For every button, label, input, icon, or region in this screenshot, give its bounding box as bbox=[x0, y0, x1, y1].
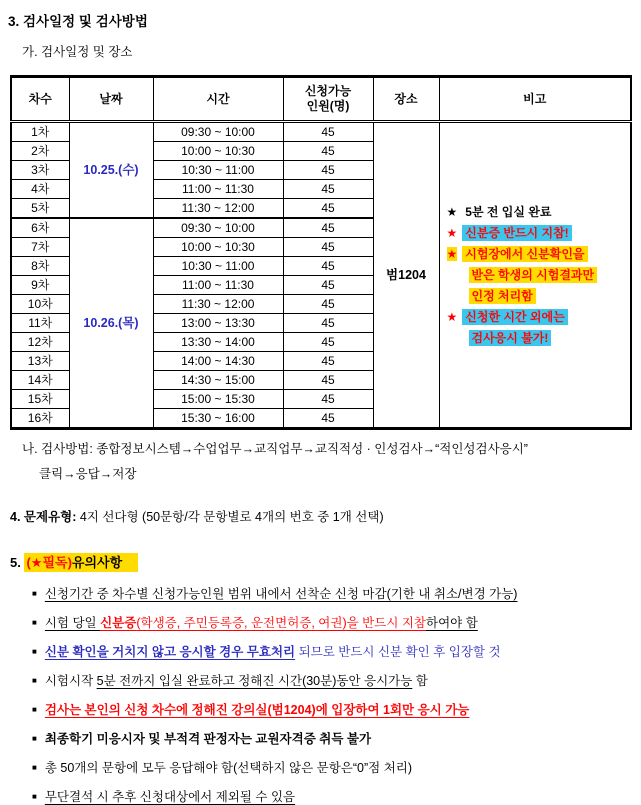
header-date: 날짜 bbox=[69, 77, 153, 122]
notice-text: 되므로 반드시 신분 확인 후 입장할 것 bbox=[295, 645, 501, 659]
round-cell: 12차 bbox=[11, 333, 69, 352]
notice-text: 신분 확인을 거치지 않고 응시할 경우 무효처리 bbox=[44, 645, 296, 659]
note-cell bbox=[439, 122, 631, 429]
capacity-cell: 45 bbox=[283, 180, 373, 199]
note-line bbox=[469, 265, 629, 286]
time-cell: 13:30 ~ 14:00 bbox=[153, 333, 283, 352]
section5-badge-black: 유의사항 bbox=[71, 555, 123, 570]
notice-item bbox=[32, 673, 641, 689]
notice-text: 함 bbox=[412, 674, 428, 688]
round-cell: 9차 bbox=[11, 276, 69, 295]
schedule-table bbox=[10, 75, 632, 430]
note-text: 검사응시 불가! bbox=[469, 330, 552, 346]
star-icon: ★ bbox=[446, 309, 458, 324]
capacity-cell: 45 bbox=[283, 295, 373, 314]
notice-text: 검사는 본인의 신청 차수에 정해진 강의실(범1204)에 입장하여 1회만 응시 가능 bbox=[44, 703, 470, 717]
note-line bbox=[447, 223, 629, 244]
bullet-square-icon: ■ bbox=[32, 676, 37, 685]
star-icon: ★ bbox=[446, 204, 458, 219]
time-cell: 11:30 ~ 12:00 bbox=[153, 295, 283, 314]
bullet-square-icon: ■ bbox=[32, 705, 37, 714]
capacity-cell: 45 bbox=[283, 314, 373, 333]
capacity-cell: 45 bbox=[283, 333, 373, 352]
section5-number: 5. bbox=[10, 555, 25, 570]
header-capacity-line1: 신청가능 bbox=[304, 84, 352, 98]
date-cell: 10.25.(수) bbox=[69, 122, 153, 219]
section5-highlight bbox=[24, 553, 138, 572]
header-place: 장소 bbox=[373, 77, 439, 122]
header-capacity bbox=[283, 77, 373, 122]
notice-item bbox=[32, 615, 641, 631]
capacity-cell: 45 bbox=[283, 390, 373, 409]
note-text: 인정 처리함 bbox=[469, 288, 536, 304]
section5-title bbox=[10, 552, 641, 571]
notice-text: 5분 전까지 입실 완료하고 정해진 시간(30분)동안 응시가능 bbox=[96, 674, 413, 688]
time-cell: 09:30 ~ 10:00 bbox=[153, 122, 283, 142]
notice-item bbox=[32, 731, 641, 747]
notice-item bbox=[32, 702, 641, 718]
notice-item bbox=[32, 789, 641, 805]
round-cell: 3차 bbox=[11, 161, 69, 180]
time-cell: 15:00 ~ 15:30 bbox=[153, 390, 283, 409]
note-line bbox=[447, 307, 629, 328]
schedule-table-header bbox=[11, 77, 631, 122]
notice-text: 하여야 함 bbox=[426, 616, 478, 630]
note-line bbox=[469, 328, 629, 349]
capacity-cell: 45 bbox=[283, 238, 373, 257]
round-cell: 5차 bbox=[11, 199, 69, 219]
time-cell: 13:00 ~ 13:30 bbox=[153, 314, 283, 333]
bullet-square-icon: ■ bbox=[32, 792, 37, 801]
date-cell: 10.26.(목) bbox=[69, 218, 153, 429]
header-time: 시간 bbox=[153, 77, 283, 122]
capacity-cell: 45 bbox=[283, 161, 373, 180]
capacity-cell: 45 bbox=[283, 122, 373, 142]
method-line1: 나. 검사방법: 종합정보시스템→수업업무→교직업무→교직적성 · 인성검사→“적인성검사응시” bbox=[22, 442, 528, 456]
notice-text: (학생증, 주민등록증, 운전면허증, 여권)을 반드시 지참 bbox=[136, 616, 427, 630]
time-cell: 15:30 ~ 16:00 bbox=[153, 409, 283, 429]
bullet-square-icon: ■ bbox=[32, 763, 37, 772]
round-cell: 8차 bbox=[11, 257, 69, 276]
notice-text: 최종학기 미응시자 및 부적격 판정자는 교원자격증 취득 불가 bbox=[44, 732, 372, 746]
note-line bbox=[447, 202, 629, 223]
time-cell: 09:30 ~ 10:00 bbox=[153, 218, 283, 238]
schedule-row bbox=[11, 122, 631, 142]
place-cell: 범1204 bbox=[373, 122, 439, 429]
time-cell: 14:30 ~ 15:00 bbox=[153, 371, 283, 390]
section4-prefix: 4. 문제유형: bbox=[10, 510, 77, 524]
capacity-cell: 45 bbox=[283, 142, 373, 161]
round-cell: 6차 bbox=[11, 218, 69, 238]
time-cell: 10:00 ~ 10:30 bbox=[153, 142, 283, 161]
notice-item bbox=[32, 644, 641, 660]
section3-title: 3. 검사일정 및 검사방법 bbox=[8, 14, 148, 29]
notice-text: 총 50개의 문항에 모두 응답해야 함(선택하지 않은 문항은“0”점 처리) bbox=[44, 761, 413, 775]
round-cell: 1차 bbox=[11, 122, 69, 142]
round-cell: 16차 bbox=[11, 409, 69, 429]
note-text: 받은 학생의 시험결과만 bbox=[469, 267, 598, 283]
section4-rest: 4지 선다형 (50문항/각 문항별로 4개의 번호 중 1개 선택) bbox=[76, 510, 384, 524]
capacity-cell: 45 bbox=[283, 276, 373, 295]
time-cell: 14:00 ~ 14:30 bbox=[153, 352, 283, 371]
notice-text: 무단결석 시 추후 신청대상에서 제외될 수 있음 bbox=[44, 790, 296, 804]
note-text: 5분 전 입실 완료 bbox=[465, 204, 552, 219]
bullet-square-icon: ■ bbox=[32, 647, 37, 656]
notice-text: 시험 당일 bbox=[44, 616, 101, 630]
round-cell: 4차 bbox=[11, 180, 69, 199]
capacity-cell: 45 bbox=[283, 371, 373, 390]
section4-title bbox=[10, 507, 641, 525]
header-capacity-line2: 인원(명) bbox=[306, 99, 350, 113]
section3a-subtitle: 가. 검사일정 및 장소 bbox=[22, 45, 133, 59]
method-line2: 클릭→응답→저장 bbox=[39, 467, 137, 481]
time-cell: 10:30 ~ 11:00 bbox=[153, 161, 283, 180]
notice-text: 시험시작 bbox=[44, 674, 97, 688]
notice-list bbox=[32, 586, 641, 805]
capacity-cell: 45 bbox=[283, 409, 373, 429]
note-text: 신분증 반드시 지참! bbox=[462, 225, 571, 241]
time-cell: 11:00 ~ 11:30 bbox=[153, 180, 283, 199]
bullet-square-icon: ■ bbox=[32, 618, 37, 627]
bullet-square-icon: ■ bbox=[32, 589, 37, 598]
notice-item bbox=[32, 760, 641, 776]
notice-text: 신청기간 중 차수별 신청가능인원 범위 내에서 선착순 신청 마감(기한 내 취소/변경 가능) bbox=[44, 587, 518, 601]
round-cell: 2차 bbox=[11, 142, 69, 161]
capacity-cell: 45 bbox=[283, 352, 373, 371]
header-row bbox=[11, 77, 631, 122]
time-cell: 11:30 ~ 12:00 bbox=[153, 199, 283, 219]
header-round: 차수 bbox=[11, 77, 69, 122]
note-line bbox=[447, 244, 629, 265]
note-text: 시험장에서 신분확인을 bbox=[462, 246, 587, 262]
capacity-cell: 45 bbox=[283, 218, 373, 238]
schedule-table-body bbox=[11, 122, 631, 429]
time-cell: 10:30 ~ 11:00 bbox=[153, 257, 283, 276]
notice-text: 신분증 bbox=[100, 616, 137, 630]
star-icon: ★ bbox=[446, 246, 458, 261]
round-cell: 10차 bbox=[11, 295, 69, 314]
note-text: 신청한 시간 외에는 bbox=[462, 309, 567, 325]
time-cell: 10:00 ~ 10:30 bbox=[153, 238, 283, 257]
note-line bbox=[469, 286, 629, 307]
round-cell: 15차 bbox=[11, 390, 69, 409]
capacity-cell: 45 bbox=[283, 257, 373, 276]
star-icon: ★ bbox=[446, 225, 458, 240]
round-cell: 13차 bbox=[11, 352, 69, 371]
section5-badge-red: (★필독) bbox=[26, 555, 72, 570]
time-cell: 11:00 ~ 11:30 bbox=[153, 276, 283, 295]
header-note: 비고 bbox=[439, 77, 631, 122]
bullet-square-icon: ■ bbox=[32, 734, 37, 743]
round-cell: 14차 bbox=[11, 371, 69, 390]
round-cell: 7차 bbox=[11, 238, 69, 257]
round-cell: 11차 bbox=[11, 314, 69, 333]
notice-item bbox=[32, 586, 641, 602]
capacity-cell: 45 bbox=[283, 199, 373, 219]
